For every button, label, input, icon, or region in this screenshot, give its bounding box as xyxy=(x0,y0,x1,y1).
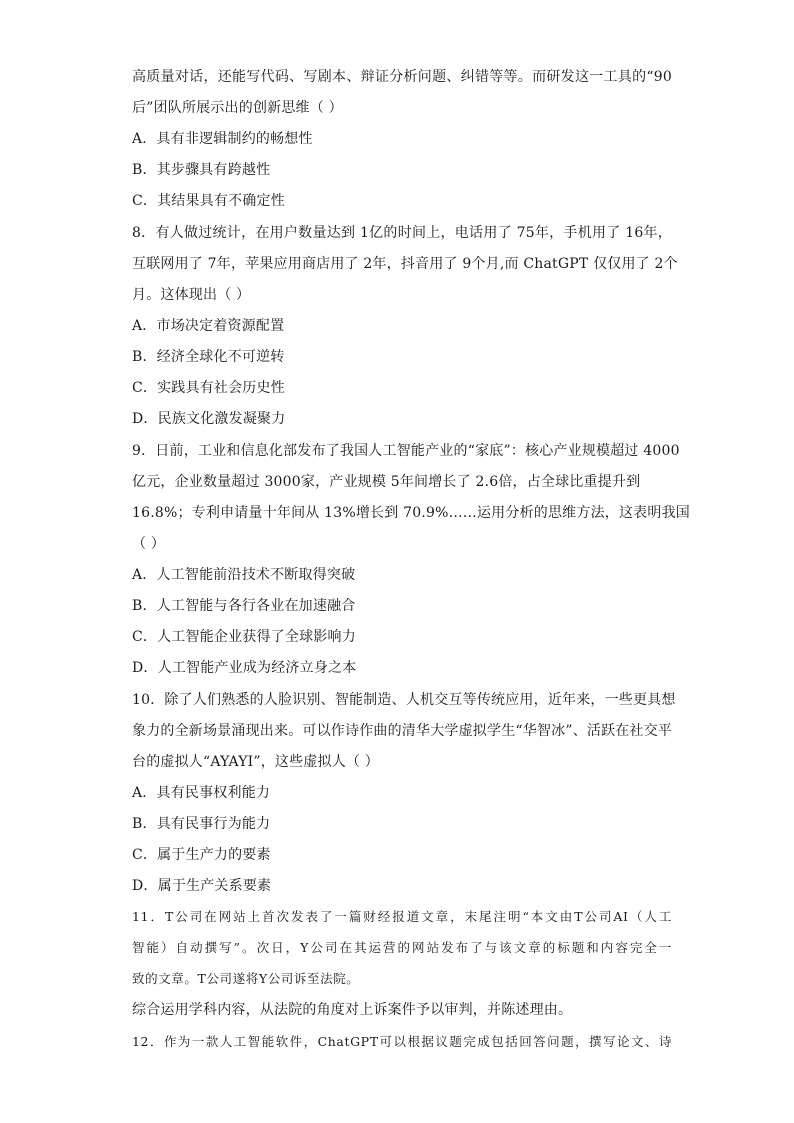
question-9-stem-line-4: （ ） xyxy=(132,536,166,552)
question-10-option-b: B．具有民事行为能力 xyxy=(132,816,271,832)
question-12-stem-line-1: 12．作为一款人工智能软件，ChatGPT可以根据议题完成包括回答问题，撰写论文、诗 xyxy=(132,1034,672,1049)
question-8-option-d: D．民族文化激发凝聚力 xyxy=(132,411,286,427)
question-10-option-a: A．具有民事权利能力 xyxy=(132,785,271,801)
question-7-option-c: C．其结果具有不确定性 xyxy=(132,193,285,209)
question-9-stem-line-3: 16.8%；专利申请量十年间从 13%增长到 70.9%……运用分析的思维方法，这表明我国 xyxy=(132,505,690,521)
question-10-option-d: D．属于生产关系要素 xyxy=(132,878,272,894)
question-8-option-c: C．实践具有社会历史性 xyxy=(132,380,285,396)
question-11-stem-line-3: 致的文章。T公司遂将Y公司诉至法院。 xyxy=(132,971,360,986)
question-8-stem-line-3: 月。这体现出（ ） xyxy=(132,287,251,303)
question-9-option-b: B．人工智能与各行各业在加速融合 xyxy=(132,598,356,614)
question-9-stem-line-1: 9．日前，工业和信息化部发布了我国人工智能产业的“家底”：核心产业规模超过 4000 xyxy=(132,443,680,459)
question-8-option-a: A．市场决定着资源配置 xyxy=(132,318,285,334)
question-9-option-c: C．人工智能企业获得了全球影响力 xyxy=(132,629,356,645)
question-7-stem-line-1: 高质量对话，还能写代码、写剧本、辩证分析问题、纠错等等。而研发这一工具的“90 xyxy=(132,69,672,85)
question-9-option-a: A．人工智能前沿技术不断取得突破 xyxy=(132,567,356,583)
question-7-option-a: A．具有非逻辑制约的畅想性 xyxy=(132,131,313,147)
question-10-stem-line-1: 10．除了人们熟悉的人脸识别、智能制造、人机交互等传统应用，近年来，一些更具想 xyxy=(132,692,676,708)
question-8-stem-line-2: 互联网用了 7年，苹果应用商店用了 2年，抖音用了 9个月,而 ChatGPT 仅仅用了 2个 xyxy=(132,256,678,272)
question-7-stem-line-2: 后”团队所展示出的创新思维（ ） xyxy=(132,100,343,116)
question-11-stem-line-2: 智能）自动撰写”。次日，Y公司在其运营的网站发布了与该文章的标题和内容完全一 xyxy=(132,940,672,955)
question-10-option-c: C．属于生产力的要素 xyxy=(132,847,271,863)
question-10-stem-line-3: 台的虚拟人“AYAYI”，这些虚拟人（ ） xyxy=(132,754,379,770)
question-11-prompt: 综合运用学科内容，从法院的角度对上诉案件予以审判，并陈述理由。 xyxy=(132,1002,573,1018)
question-7-option-b: B．其步骤具有跨越性 xyxy=(132,162,271,178)
question-8-stem-line-1: 8．有人做过统计，在用户数量达到 1亿的时间上，电话用了 75年，手机用了 16年， xyxy=(132,225,672,241)
question-9-option-d: D．人工智能产业成为经济立身之本 xyxy=(132,660,357,676)
question-10-stem-line-2: 象力的全新场景涌现出来。可以作诗作曲的清华大学虚拟学生“华智冰”、活跃在社交平 xyxy=(132,723,673,739)
question-9-stem-line-2: 亿元，企业数量超过 3000家，产业规模 5年间增长了 2.6倍，占全球比重提升到 xyxy=(132,474,641,490)
question-11-stem-line-1: 11．T公司在网站上首次发表了一篇财经报道文章，末尾注明“本文由T公司AI（人工 xyxy=(132,909,672,924)
question-8-option-b: B．经济全球化不可逆转 xyxy=(132,349,285,365)
